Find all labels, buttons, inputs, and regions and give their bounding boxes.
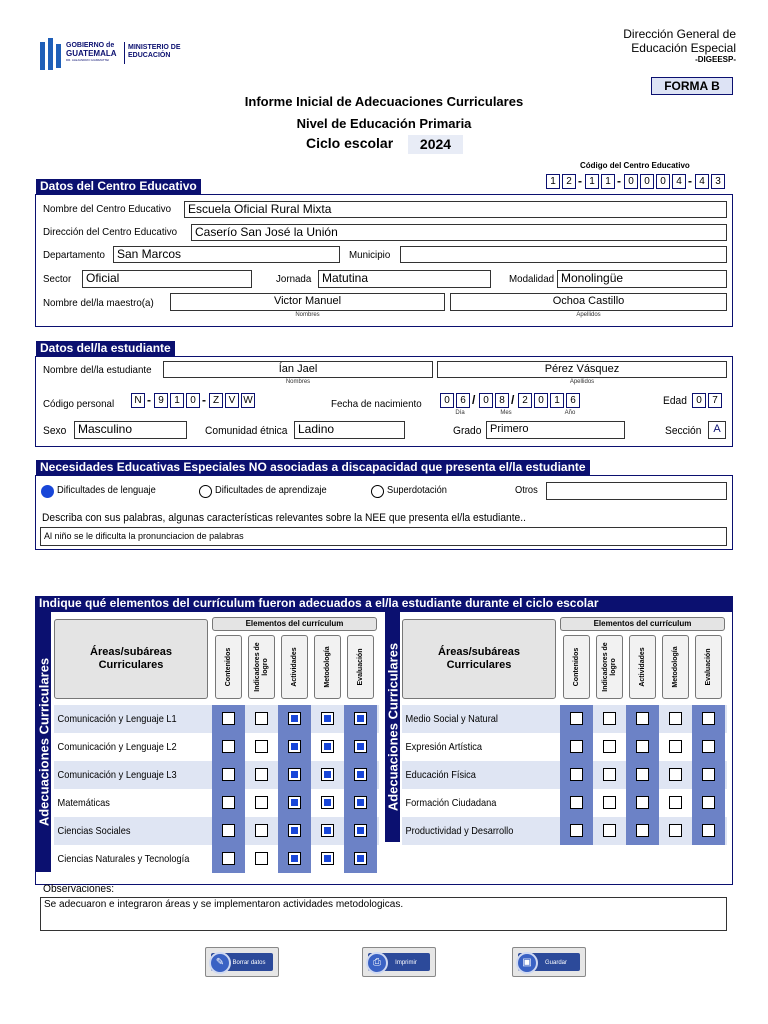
area-label: Productividad y Desarrollo	[405, 825, 514, 837]
element-checkbox[interactable]	[255, 852, 268, 865]
schedule-field[interactable]: Matutina	[318, 270, 491, 288]
element-checkbox[interactable]	[570, 824, 583, 837]
code-cell[interactable]: 9	[154, 393, 168, 408]
separator: -	[578, 174, 582, 188]
side-label-left-text: Adecuaciones Curriculares	[36, 657, 51, 827]
birth-day-caption: Día	[455, 410, 465, 416]
column-header-label: Indicadores de logro	[601, 642, 617, 692]
element-checkbox[interactable]	[603, 796, 616, 809]
observations-label: Observaciones:	[43, 883, 115, 895]
code-cell[interactable]: 1	[601, 174, 615, 189]
code-cell[interactable]: 0	[186, 393, 200, 408]
section-label: Sección	[665, 425, 702, 437]
column-header-label: Actividades	[290, 647, 298, 687]
element-checkbox[interactable]	[321, 768, 334, 781]
grade-field[interactable]: Primero	[486, 421, 625, 439]
age-label: Edad	[663, 395, 687, 407]
separator: -	[202, 393, 206, 407]
schedule-label: Jornada	[276, 273, 312, 285]
code-cell[interactable]: 1	[585, 174, 599, 189]
sex-label: Sexo	[43, 425, 67, 437]
element-checkbox[interactable]	[669, 796, 682, 809]
student-name-label: Nombre del/la estudiante	[43, 364, 152, 376]
element-checkbox[interactable]	[603, 768, 616, 781]
date-cell[interactable]: 6	[456, 393, 470, 408]
code-cell[interactable]: W	[241, 393, 255, 408]
element-checkbox[interactable]	[321, 852, 334, 865]
element-checkbox[interactable]	[636, 712, 649, 725]
element-checkbox[interactable]	[669, 740, 682, 753]
element-checkbox[interactable]	[321, 712, 334, 725]
school-address-field[interactable]: Caserío San José la Unión	[191, 224, 727, 241]
municipality-label: Municipio	[349, 249, 391, 261]
element-checkbox[interactable]	[321, 740, 334, 753]
report-title: Informe Inicial de Adecuaciones Curriculares	[244, 94, 524, 109]
element-checkbox[interactable]	[222, 712, 235, 725]
element-checkbox[interactable]	[288, 712, 301, 725]
element-checkbox[interactable]	[354, 824, 367, 837]
area-label: Expresión Artística	[405, 741, 483, 753]
guatemala-flag-icon	[40, 38, 62, 70]
element-checkbox[interactable]	[288, 740, 301, 753]
brush-icon: ✎	[209, 952, 231, 974]
teacher-names-field[interactable]: Victor Manuel	[170, 293, 445, 311]
teacher-surnames-field[interactable]: Ochoa Castillo	[450, 293, 727, 311]
code-cell[interactable]: 3	[711, 174, 725, 189]
other-label: Otros	[515, 485, 538, 496]
element-checkbox[interactable]	[570, 712, 583, 725]
element-checkbox[interactable]	[222, 740, 235, 753]
code-cell[interactable]: 1	[170, 393, 184, 408]
area-label: Medio Social y Natural	[405, 713, 498, 725]
elements-header: Elementos del currículum	[212, 617, 377, 631]
column-header-label: Actividades	[638, 647, 646, 687]
date-cell[interactable]: 2	[518, 393, 532, 408]
floppy-disk-icon: ▣	[516, 952, 538, 974]
code-cell[interactable]: 0	[692, 393, 706, 408]
date-cell[interactable]: 0	[440, 393, 454, 408]
element-checkbox[interactable]	[702, 824, 715, 837]
gov-logo	[38, 36, 198, 72]
column-header	[215, 635, 242, 699]
student-names-field[interactable]: Ían Jael	[163, 361, 433, 378]
separator: -	[617, 174, 621, 188]
element-checkbox[interactable]	[222, 824, 235, 837]
direction-line1: Dirección General de	[623, 27, 736, 41]
element-checkbox[interactable]	[636, 740, 649, 753]
form-label: FORMA B	[651, 77, 733, 95]
radio-giftedness[interactable]	[371, 485, 384, 498]
element-checkbox[interactable]	[570, 768, 583, 781]
code-cell[interactable]: 4	[672, 174, 686, 189]
element-checkbox[interactable]	[603, 740, 616, 753]
report-level: Nivel de Educación Primaria	[296, 116, 472, 131]
section-field[interactable]: A	[708, 421, 726, 439]
element-checkbox[interactable]	[222, 796, 235, 809]
date-cell[interactable]: 1	[550, 393, 564, 408]
grade-label: Grado	[453, 425, 482, 437]
separator: -	[688, 174, 692, 188]
element-checkbox[interactable]	[288, 796, 301, 809]
element-checkbox[interactable]	[255, 740, 268, 753]
column-header	[695, 635, 722, 699]
cycle-year-field[interactable]: 2024	[408, 135, 463, 154]
clear-data-button[interactable]	[205, 947, 279, 977]
section-title-curriculum: Indique qué elementos del currículum fueron adecuados a el/la estudiante durante el ciclo escolar	[35, 596, 733, 611]
element-checkbox[interactable]	[288, 768, 301, 781]
personal-code-label: Código personal	[43, 398, 115, 410]
section-title-centro: Datos del Centro Educativo	[36, 179, 201, 194]
column-header	[563, 635, 590, 699]
department-label: Departamento	[43, 249, 105, 261]
column-header-label: Contenidos	[572, 647, 580, 687]
save-label: Guardar	[544, 960, 567, 966]
direction-short: -DIGEESP-	[695, 55, 736, 64]
ministry-logo-text	[128, 44, 181, 60]
municipality-field[interactable]	[400, 246, 727, 263]
element-checkbox[interactable]	[570, 740, 583, 753]
birthdate[interactable]	[440, 393, 610, 409]
element-checkbox[interactable]	[702, 712, 715, 725]
ministry-line1: MINISTERIO DE	[128, 44, 181, 51]
direction-line2: Educación Especial	[631, 41, 736, 55]
areas-header-line1: Áreas/subáreas	[90, 646, 172, 658]
column-band	[212, 705, 245, 873]
student-surnames-field[interactable]: Pérez Vásquez	[437, 361, 727, 378]
sector-label: Sector	[43, 273, 72, 285]
column-header	[281, 635, 308, 699]
date-separator: /	[472, 393, 476, 407]
birthdate-label: Fecha de nacimiento	[331, 398, 422, 410]
code-cell[interactable]: 0	[624, 174, 638, 189]
areas-header	[54, 619, 208, 699]
sex-field[interactable]: Masculino	[74, 421, 187, 439]
student-surnames-caption: Apellidos	[569, 379, 595, 385]
column-header	[629, 635, 656, 699]
column-header-label: Indicadores de logro	[253, 642, 269, 692]
element-checkbox[interactable]	[354, 852, 367, 865]
cycle-label: Ciclo escolar	[306, 135, 394, 151]
nee-describe-label: Describa con sus palabras, algunas características relevantes sobre la NEE que presenta el/la estudiante..	[42, 512, 526, 524]
column-header	[347, 635, 374, 699]
age-field[interactable]	[692, 393, 732, 409]
code-cell[interactable]: V	[225, 393, 239, 408]
element-checkbox[interactable]	[354, 740, 367, 753]
code-cell[interactable]: 1	[546, 174, 560, 189]
school-address-label: Dirección del Centro Educativo	[43, 226, 178, 238]
element-checkbox[interactable]	[570, 796, 583, 809]
column-header-label: Evaluación	[704, 648, 712, 686]
code-cell[interactable]: 4	[695, 174, 709, 189]
school-code-label: Código del Centro Educativo	[580, 161, 690, 170]
clear-data-label: Borrar datos	[232, 960, 266, 966]
teacher-name-label: Nombre del/la maestro(a)	[43, 297, 154, 309]
direction-title	[623, 27, 736, 65]
ethnic-label: Comunidad étnica	[205, 425, 288, 437]
column-header	[596, 635, 623, 699]
element-checkbox[interactable]	[636, 824, 649, 837]
column-band	[344, 705, 377, 873]
area-label: Comunicación y Lenguaje L2	[57, 741, 177, 753]
section-title-student: Datos del/la estudiante	[36, 341, 175, 356]
curriculum-table-right	[402, 617, 728, 855]
code-cell[interactable]: N	[131, 393, 145, 408]
school-name-label: Nombre del Centro Educativo	[43, 203, 172, 215]
area-label: Comunicación y Lenguaje L1	[57, 713, 177, 725]
element-checkbox[interactable]	[354, 712, 367, 725]
column-header-label: Contenidos	[224, 647, 232, 687]
separator: -	[147, 393, 151, 407]
column-header-label: Metodología	[671, 646, 679, 688]
areas-header-line2: Curriculares	[446, 659, 512, 671]
element-checkbox[interactable]	[321, 824, 334, 837]
date-cell[interactable]: 8	[495, 393, 509, 408]
element-checkbox[interactable]	[255, 824, 268, 837]
personal-code[interactable]	[131, 393, 281, 409]
save-button[interactable]	[512, 947, 586, 977]
radio-language-difficulty[interactable]	[41, 485, 54, 498]
element-checkbox[interactable]	[288, 852, 301, 865]
element-checkbox[interactable]	[603, 824, 616, 837]
element-checkbox[interactable]	[321, 796, 334, 809]
ethnic-field[interactable]: Ladino	[294, 421, 405, 439]
element-checkbox[interactable]	[288, 824, 301, 837]
gov-logo-line2: GUATEMALA	[66, 49, 117, 58]
other-field[interactable]	[546, 482, 727, 500]
teacher-names-caption: Nombres	[295, 312, 320, 318]
modality-field[interactable]: Monolingüe	[557, 270, 727, 288]
print-button[interactable]	[362, 947, 436, 977]
student-names-caption: Nombres	[285, 379, 311, 385]
sector-field[interactable]: Oficial	[82, 270, 252, 288]
column-band	[278, 705, 311, 873]
element-checkbox[interactable]	[255, 796, 268, 809]
element-checkbox[interactable]	[354, 768, 367, 781]
teacher-surnames-caption: Apellidos	[576, 312, 601, 318]
side-label-left	[36, 612, 51, 872]
section-title-nee: Necesidades Educativas Especiales NO asociadas a discapacidad que presenta el/la estudiante	[36, 460, 590, 475]
radio-giftedness-label: Superdotación	[387, 485, 447, 496]
element-checkbox[interactable]	[603, 712, 616, 725]
areas-header	[402, 619, 556, 699]
element-checkbox[interactable]	[636, 796, 649, 809]
element-checkbox[interactable]	[255, 712, 268, 725]
areas-header-line2: Curriculares	[98, 659, 164, 671]
date-cell[interactable]: 6	[566, 393, 580, 408]
radio-learning-difficulty[interactable]	[199, 485, 212, 498]
code-cell[interactable]: 0	[656, 174, 670, 189]
area-label: Comunicación y Lenguaje L3	[57, 769, 177, 781]
element-checkbox[interactable]	[669, 768, 682, 781]
date-separator: /	[511, 393, 515, 407]
code-cell[interactable]: 7	[708, 393, 722, 408]
side-label-right-text: Adecuaciones Curriculares	[385, 642, 400, 812]
radio-language-label: Dificultades de lenguaje	[57, 485, 156, 496]
areas-header-line1: Áreas/subáreas	[438, 646, 520, 658]
area-label: Formación Ciudadana	[405, 797, 497, 809]
column-header	[314, 635, 341, 699]
column-header	[662, 635, 689, 699]
school-name-field[interactable]: Escuela Oficial Rural Mixta	[184, 201, 727, 218]
ministry-line2: EDUCACIÓN	[128, 52, 171, 59]
element-checkbox[interactable]	[669, 712, 682, 725]
date-cell[interactable]: 0	[534, 393, 548, 408]
area-label: Educación Física	[405, 769, 476, 781]
gov-logo-line1: GOBIERNO de	[66, 42, 115, 49]
department-field[interactable]: San Marcos	[113, 246, 340, 263]
gov-logo-text	[66, 42, 117, 63]
radio-learning-label: Dificultades de aprendizaje	[215, 485, 327, 496]
birth-month-caption: Mes	[500, 410, 512, 416]
nee-describe-field[interactable]: Al niño se le dificulta la pronunciacion de palabras	[40, 527, 727, 546]
modality-label: Modalidad	[509, 273, 555, 285]
column-header-label: Metodología	[323, 646, 331, 688]
element-checkbox[interactable]	[222, 852, 235, 865]
printer-icon: ⎙	[366, 952, 388, 974]
code-cell[interactable]: 0	[640, 174, 654, 189]
area-label: Matemáticas	[57, 797, 110, 809]
code-cell[interactable]: Z	[209, 393, 223, 408]
element-checkbox[interactable]	[636, 768, 649, 781]
area-label: Ciencias Naturales y Tecnología	[57, 853, 190, 865]
element-checkbox[interactable]	[702, 796, 715, 809]
element-checkbox[interactable]	[222, 768, 235, 781]
element-checkbox[interactable]	[702, 740, 715, 753]
elements-header: Elementos del currículum	[560, 617, 725, 631]
area-label: Ciencias Sociales	[57, 825, 131, 837]
column-header-label: Evaluación	[356, 648, 364, 686]
date-cell[interactable]: 0	[479, 393, 493, 408]
element-checkbox[interactable]	[255, 768, 268, 781]
birth-year-caption: Año	[564, 410, 576, 416]
school-code[interactable]	[546, 174, 736, 190]
element-checkbox[interactable]	[702, 768, 715, 781]
curriculum-table-left	[54, 617, 380, 879]
observations-field[interactable]: Se adecuaron e integraron áreas y se implementaron actividades metodologicas.	[40, 897, 727, 931]
gov-logo-line3: DR. ALEJANDRO GIAMMATTEI	[66, 58, 110, 62]
print-label: Imprimir	[395, 960, 417, 966]
code-cell[interactable]: 2	[562, 174, 576, 189]
column-header	[248, 635, 275, 699]
side-label-right	[385, 612, 400, 842]
element-checkbox[interactable]	[354, 796, 367, 809]
element-checkbox[interactable]	[669, 824, 682, 837]
